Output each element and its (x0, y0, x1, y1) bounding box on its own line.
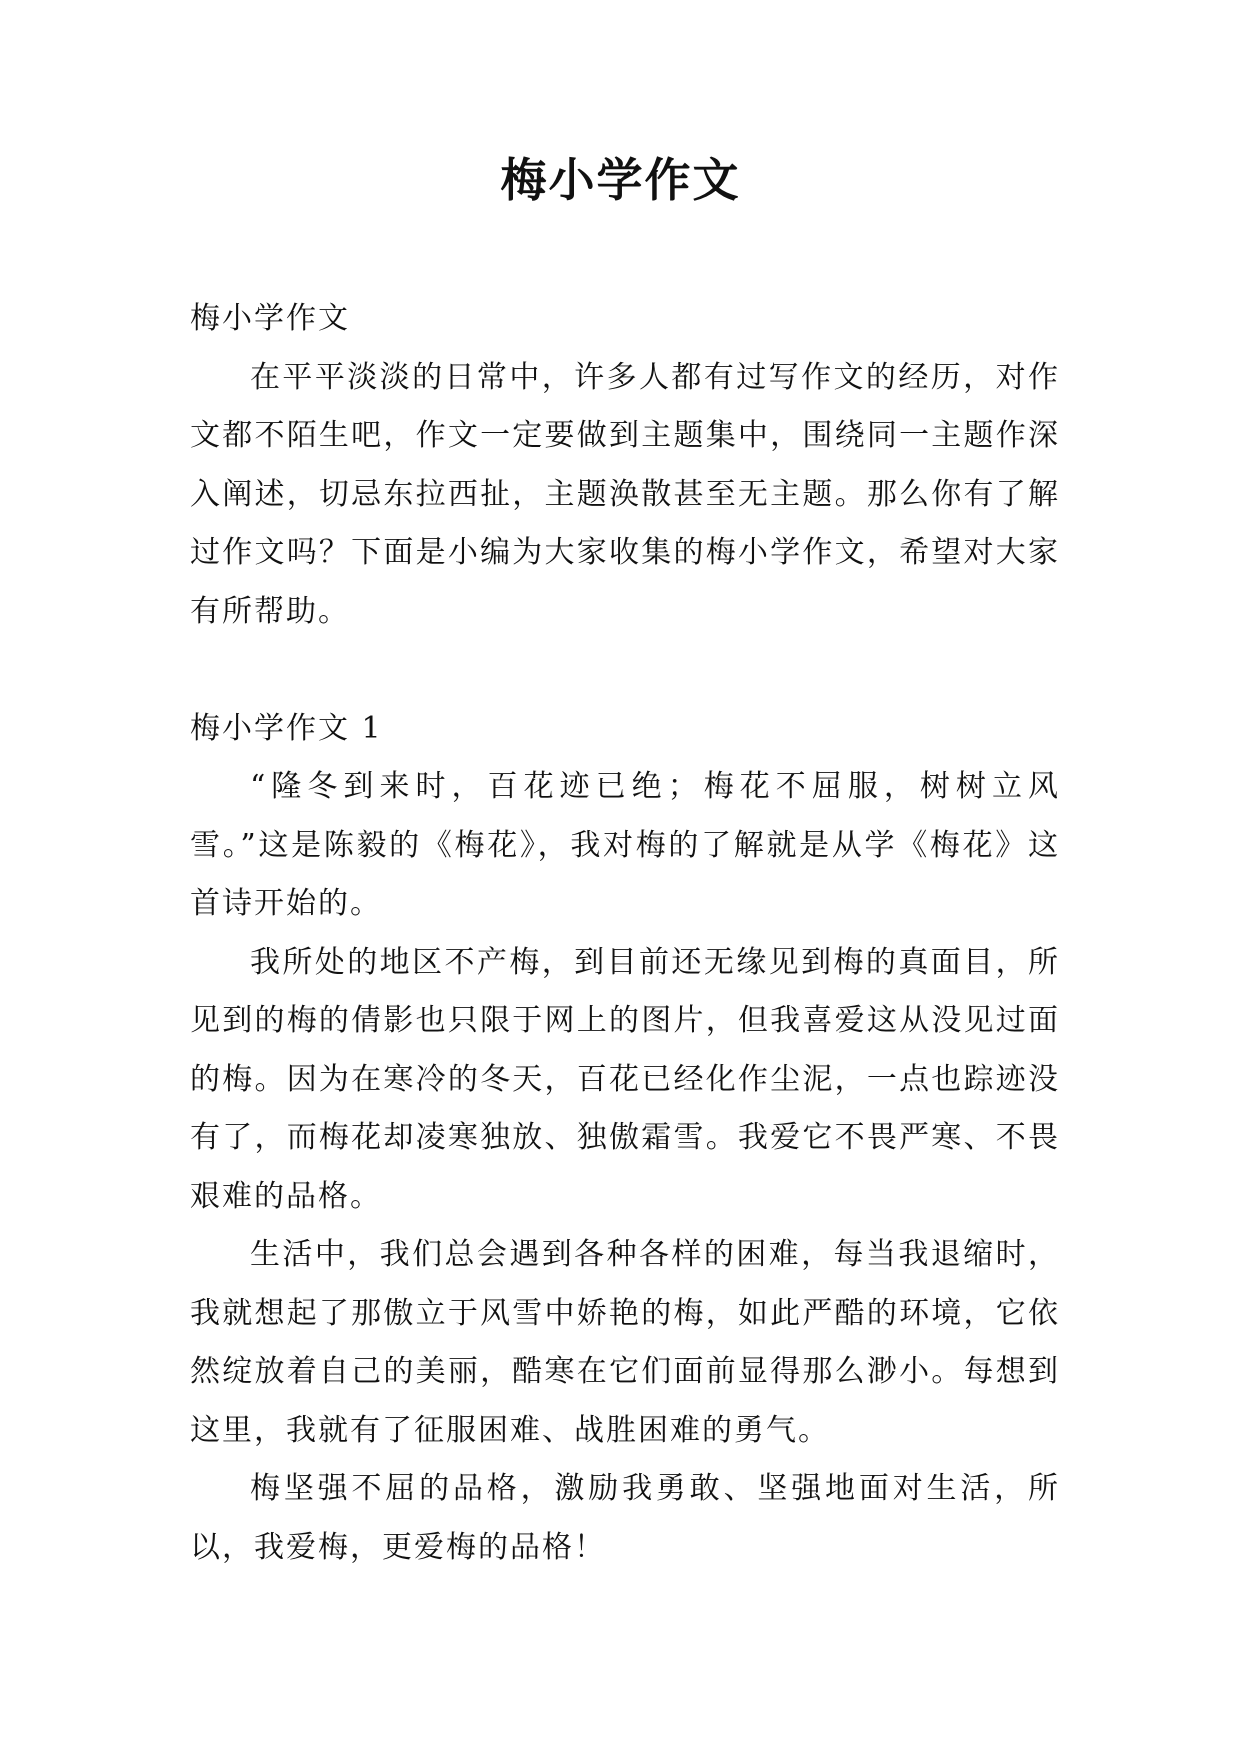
intro-heading: 梅小学作文 (190, 301, 350, 336)
essay-1-heading: 梅小学作文 1 (190, 710, 383, 746)
essay-1-paragraph-3: 生活中，我们总会遇到各种各样的困难，每当我退缩时，我就想起了那傲立于风雪中娇艳的梅，如此严酷的环境，它依然绽放着自己的美丽，酷寒在它们面前显得那么渺小。每想到这里，我就有了征服困难、战胜困难的勇气。 (190, 1237, 1060, 1448)
intro-paragraph: 在平平淡淡的日常中，许多人都有过写作文的经历，对作文都不陌生吧，作文一定要做到主题集中，围绕同一主题作深入阐述，切忌东拉西扯，主题涣散甚至无主题。那么你有了解过作文吗？下面是小编为大家收集的梅小学作文，希望对大家有所帮助。 (190, 359, 1060, 629)
essay-1-paragraph-2: 我所处的地区不产梅，到目前还无缘见到梅的真面目，所见到的梅的倩影也只限于网上的图片，但我喜爱这从没见过面的梅。因为在寒冷的冬天，百花已经化作尘泥，一点也踪迹没有了，而梅花却凌寒独放、独傲霜雪。我爱它不畏严寒、不畏艰难的品格。 (190, 944, 1060, 1214)
essay-1-paragraph-4: 梅坚强不屈的品格，激励我勇敢、坚强地面对生活，所以，我爱梅，更爱梅的品格！ (190, 1471, 1060, 1565)
document-body (190, 290, 1060, 1577)
essay-1-paragraph-1: “隆冬到来时，百花迹已绝；梅花不屈服，树树立风雪。”这是陈毅的《梅花》，我对梅的了解就是从学《梅花》这首诗开始的。 (190, 769, 1060, 921)
document-title: 梅小学作文 (500, 153, 741, 207)
section-spacer (190, 641, 1060, 700)
